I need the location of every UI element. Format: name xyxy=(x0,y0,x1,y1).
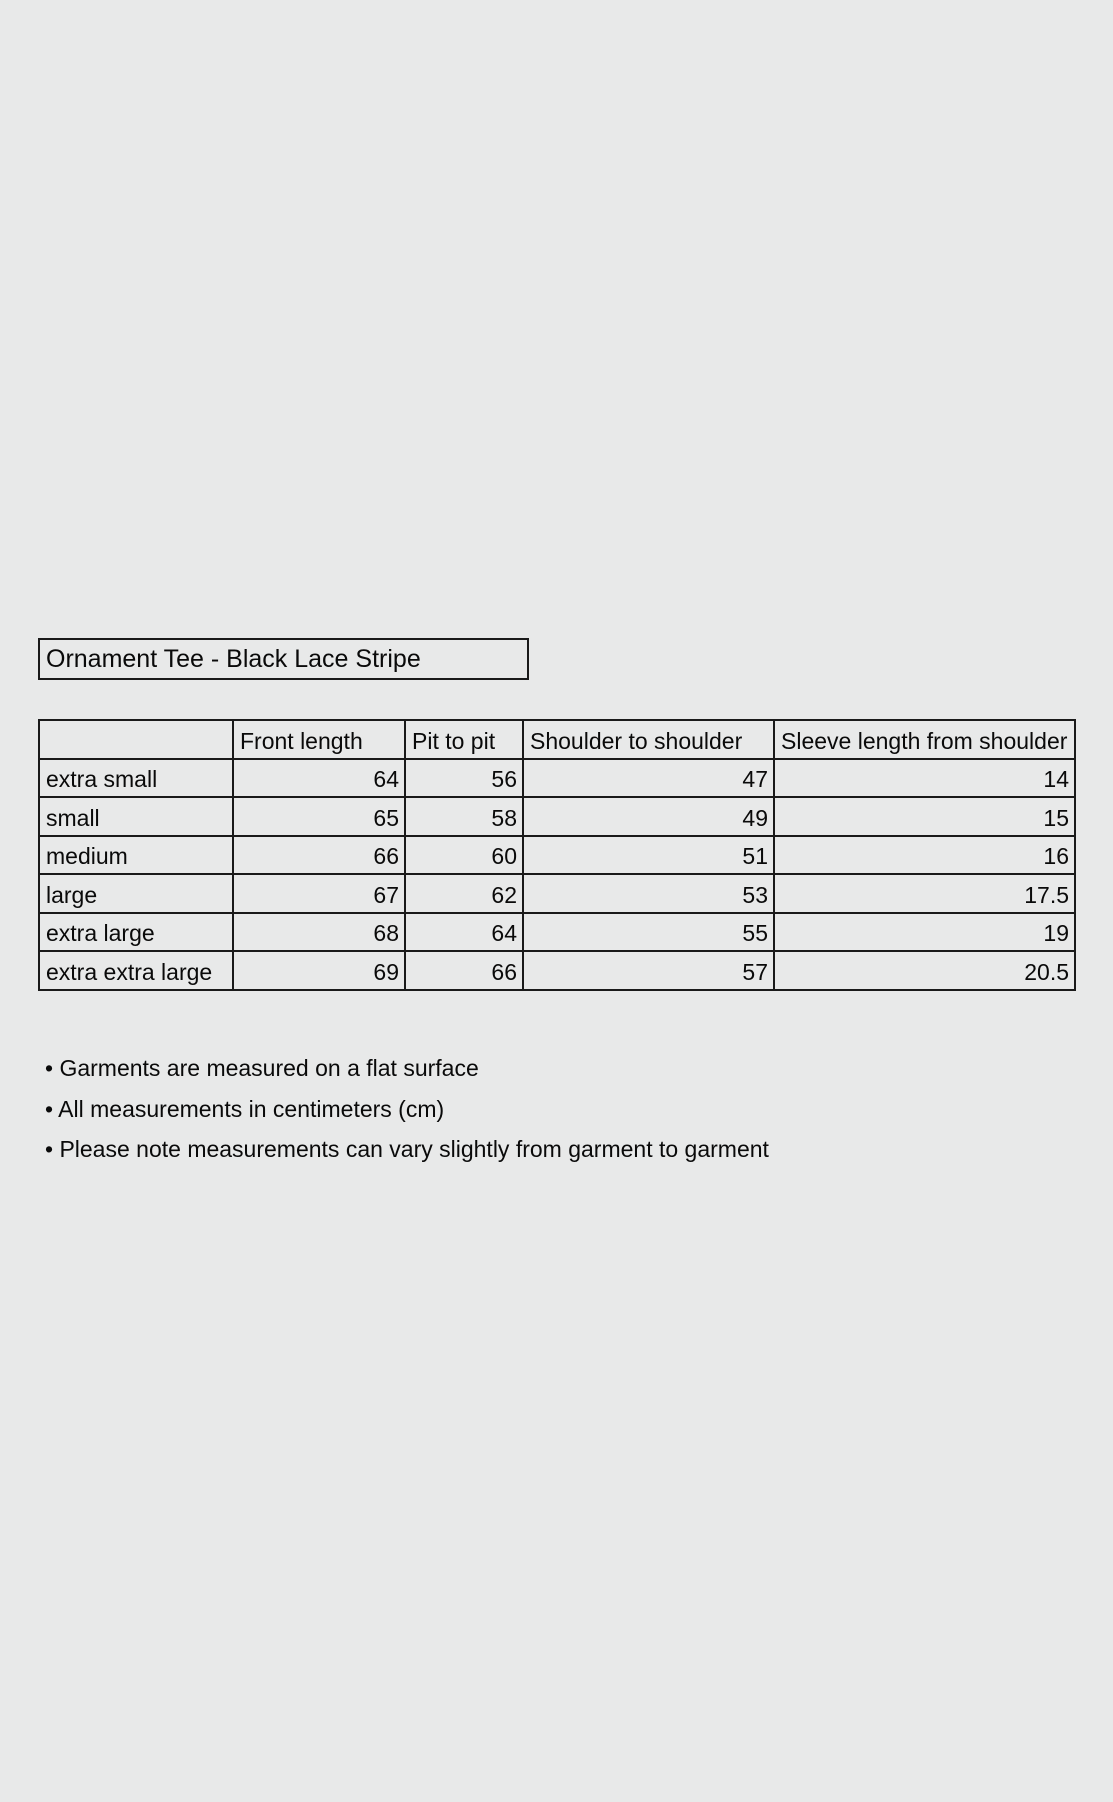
shoulder-to-shoulder-value: 51 xyxy=(523,836,774,875)
front-length-value: 66 xyxy=(233,836,405,875)
table-row xyxy=(39,951,1075,990)
header-shoulder-to-shoulder: Shoulder to shoulder xyxy=(523,720,774,759)
front-length-value: 64 xyxy=(233,759,405,798)
front-length-value: 65 xyxy=(233,797,405,836)
pit-to-pit-value: 66 xyxy=(405,951,523,990)
header-front-length: Front length xyxy=(233,720,405,759)
header-size xyxy=(39,720,233,759)
note-item: • All measurements in centimeters (cm) xyxy=(45,1095,445,1122)
sleeve-length-value: 17.5 xyxy=(774,874,1075,913)
size-label: extra small xyxy=(39,759,233,798)
size-label: extra extra large xyxy=(39,951,233,990)
shoulder-to-shoulder-value: 49 xyxy=(523,797,774,836)
size-label: small xyxy=(39,797,233,836)
table-row xyxy=(39,874,1075,913)
size-chart-title: Ornament Tee - Black Lace Stripe xyxy=(38,638,529,680)
size-label: large xyxy=(39,874,233,913)
sleeve-length-value: 19 xyxy=(774,913,1075,952)
table-row xyxy=(39,836,1075,875)
header-pit-to-pit: Pit to pit xyxy=(405,720,523,759)
note-item: • Garments are measured on a flat surface xyxy=(45,1055,479,1081)
sleeve-length-value: 16 xyxy=(774,836,1075,875)
pit-to-pit-value: 60 xyxy=(405,836,523,875)
sleeve-length-value: 20.5 xyxy=(774,951,1075,990)
pit-to-pit-value: 62 xyxy=(405,874,523,913)
sleeve-length-value: 14 xyxy=(774,759,1075,798)
front-length-value: 67 xyxy=(233,874,405,913)
front-length-value: 68 xyxy=(233,913,405,952)
shoulder-to-shoulder-value: 55 xyxy=(523,913,774,952)
shoulder-to-shoulder-value: 53 xyxy=(523,874,774,913)
shoulder-to-shoulder-value: 47 xyxy=(523,759,774,798)
table-header-row xyxy=(39,720,1075,759)
size-label: medium xyxy=(39,836,233,875)
note-item: • Please note measurements can vary slightly from garment to garment xyxy=(45,1136,769,1162)
table-row xyxy=(39,759,1075,798)
table-row xyxy=(39,913,1075,952)
size-label: extra large xyxy=(39,913,233,952)
pit-to-pit-value: 58 xyxy=(405,797,523,836)
header-sleeve-length: Sleeve length from shoulder xyxy=(774,720,1075,759)
pit-to-pit-value: 64 xyxy=(405,913,523,952)
front-length-value: 69 xyxy=(233,951,405,990)
sleeve-length-value: 15 xyxy=(774,797,1075,836)
pit-to-pit-value: 56 xyxy=(405,759,523,798)
shoulder-to-shoulder-value: 57 xyxy=(523,951,774,990)
measurement-notes xyxy=(45,1051,769,1173)
size-chart-table xyxy=(38,719,1076,991)
table-row xyxy=(39,797,1075,836)
